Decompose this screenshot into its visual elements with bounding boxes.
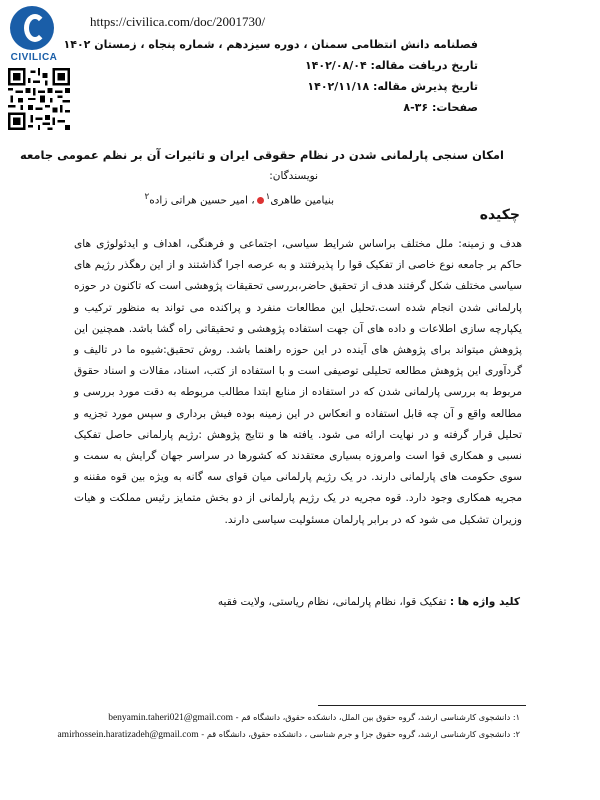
abstract-body: هدف و زمینه: ملل مختلف براساس شرایط سیاسی، اجتماعی و فرهنگی، اهداف و ایدئولوژی های حاکم بر جامعه نوع خاصی از تفکیک قوا را پذیرفتند و به عرصه اجرا گذاشتند و از این رهگذر رژیم های سیاسی مختلف شکل گرفتند هدف از تحقیق حاضر،بررسی تحقیقات پژوهشی است که تاکنون در حوزه پارلمانی شدن انجام شده است.تحلیل این مطالعات منفرد و پراکنده می تواند به منظور ترکیب و یکپارچه سازی اطلاعات و داده های آن جهت استفاده پژوهشی و تحقیقاتی راه گشا باشد. همچنین این پژوهش میتواند برای پژوهش های آینده در این حوزه راهنما باشد. روش تحقیق:شیوه ما در تالیف و گردآوری این پژوهش مطالعه تحلیلی توصیفی است و با استفاده از کتب، اسناد، مقالات و اسناد حقوق مربوط به بررسی پارلمانی شدن که در استفاده از منابع ابتدا مطالب مربوطه به دقت مورد بررسی و مطالعه واقع و آن چه قابل استفاده و انعکاس در این زمینه بوده فیش برداری و سپس مورد تجزیه و تحلیل قرار گرفته و در نهایت ارائه می شود. یافته ها و نتایج پژوهش :رژیم پارلمانی حاصل تفکیک نسبی و همکاری قوا است وامروزه بسیاری معتقدند که کشورها در سراسر جهان گرایش به سمت و سوی حکومت های پارلمانی دارند. در یک رژیم پارلمانی میان قوای سه گانه به ویژه بین قوه مقننه و مجریه همکاری وجود دارد. قوه مجریه در یک رژیم پارلمانی از دو بخش متمایز رئیس مملکت و هیات وزیران تشکیل می شود که در برابر پارلمان مسئولیت سیاسی دارند. xyxy=(74,238,522,526)
logo-mark xyxy=(10,6,54,50)
author-first: بنیامین طاهری xyxy=(270,194,334,207)
document-url[interactable]: https://civilica.com/doc/2001730/ xyxy=(90,14,266,29)
civilica-logo xyxy=(6,6,62,66)
accepted-date: تاریخ پذیرش مقاله: ۱۴۰۲/۱۱/۱۸ xyxy=(307,80,478,93)
received-date: تاریخ دریافت مقاله: ۱۴۰۲/۰۸/۰۴ xyxy=(304,59,478,72)
page-range: صفحات: ۳۶-۸ xyxy=(403,101,478,114)
logo-brand: CIVILICA xyxy=(10,52,58,63)
corresponding-author-icon xyxy=(257,197,264,204)
footnote-2 xyxy=(57,729,520,740)
keywords-label: کلید واژه ها : xyxy=(449,596,520,608)
author-list xyxy=(145,192,334,207)
footnote-1-email[interactable]: benyamin.taheri021@gmail.com xyxy=(108,713,234,723)
author-first-mark: ۱ xyxy=(265,192,271,202)
keywords xyxy=(218,596,520,608)
authors-label: نویسندگان: xyxy=(269,170,318,182)
journal-info: فصلنامه دانش انتظامی سمنان ، دوره سیزدهم ، شماره پنجاه ، زمستان ۱۴۰۲ xyxy=(63,38,478,51)
keywords-value: تفکیک قوا، نظام پارلمانی، نظام ریاستی، ولایت فقیه xyxy=(217,596,447,608)
abstract-heading: چکیده xyxy=(479,207,520,223)
author-second-mark: ۲ xyxy=(144,192,150,202)
footnote-2-email[interactable]: amirhossein.haratizadeh@gmail.com xyxy=(57,730,199,740)
footnote-1 xyxy=(108,712,520,723)
author-second: ، امیر حسین هراتی زاده xyxy=(149,194,255,207)
paper-title: امکان سنجی پارلمانی شدن در نظام حقوقی ایران و تاثیرات آن بر نظم عمومی جامعه xyxy=(19,148,504,162)
qr-code-icon xyxy=(8,68,70,130)
footnote-1-text: ۱: دانشجوی کارشناسی ارشد، گروه حقوق بین الملل، دانشکده حقوق، دانشگاه قم - xyxy=(235,712,520,722)
footnote-2-text: ۲: دانشجوی کارشناسی ارشد، گروه حقوق جزا و جرم شناسی ، دانشکده حقوق، دانشگاه قم - xyxy=(201,729,520,739)
footnote-divider xyxy=(318,705,526,706)
